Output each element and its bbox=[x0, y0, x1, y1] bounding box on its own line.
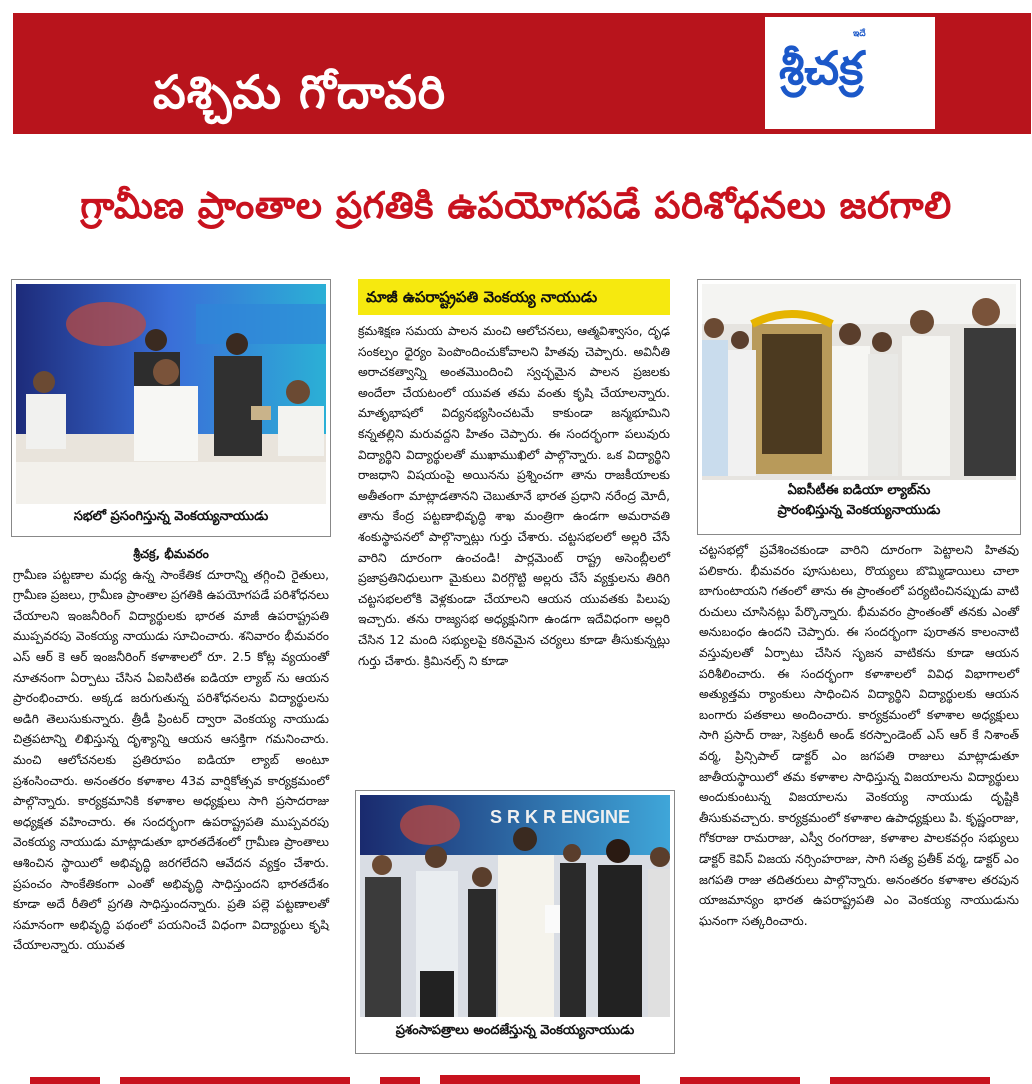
photo-speech-image bbox=[16, 284, 326, 504]
photo-certificates bbox=[355, 790, 675, 1054]
photo-idea-lab-image bbox=[702, 284, 1016, 480]
article-column-2 bbox=[358, 321, 670, 671]
photo-certificates-banner-text: S R K R ENGINE bbox=[490, 807, 631, 827]
article-column-2-text: క్రమశిక్షణ సమయ పాలన మంచి ఆలోచనలు, ఆత్మవిశ్వాసం, దృఢ సంకల్పం ధైర్యం పెంపొందించుకోవాలని హితవు చెప్పారు. అవినీతి అరాచకత్వాన్ని అంతమొందించి స్వచ్ఛమైన పాలన ప్రజలకు అందేలా చేయటంలో యువత తమ వంతు కృషి చేయాలన్నారు. మాతృభాషలో విద్యనభ్యసించటమే కాకుండా జన్మభూమిని కన్నతల్లిని మరువద్దని హితం చెప్పారు. ఈ సందర్భంగా పలువురు విద్యార్థిని విద్యార్థులతో ముఖాముఖిలో పాల్గొన్నారు. ఒక విద్యార్థిని రాజధాని విషయంపై అయినను ప్రశ్నించగా తాను రాజకీయాలకు అతీతంగా మాట్లాడతానని చెబుతూనే భారత ప్రధాని నరేంద్ర మోదీ, తాను కేంద్ర పట్టణాభివృద్ధి శాఖ మంత్రిగా ఉండగా అమరావతి శంకుస్థాపనలో పాల్గొన్నాట్లు గుర్తు చేశారు. చట్టసభలలో అల్లరి చేసే వారిని దూరంగా ఉంచండి! పార్లమెంట్ రాష్ట్ర అసెంబ్లీలలో ప్రజాప్రతినిధులుగా మైకులు విరగ్గొట్టి అల్లరు చేసే వ్యక్తులను తిరిగి చట్టసభలలోకి వెళ్లకుండా చేయాలని ఆయన యువతకు పిలుపు ఇచ్చారు. తను రాజ్యసభ అధ్యక్షునిగా ఉండగా ఇదేవిధంగా అల్లరి చేసిన 12 మంది సభ్యులపై కఠినమైన చర్యలు కూడా తీసుకున్నట్లు గుర్తు చేశారు. క్రిమినల్స్ ని కూడా bbox=[358, 324, 670, 668]
logo-tagline: ఇదే bbox=[853, 29, 866, 39]
article-subhead-text: మాజీ ఉపరాష్ట్రపతి వెంకయ్య నాయుడు bbox=[366, 288, 598, 306]
article-column-1-text: గ్రామీణ పట్టణాల మధ్య ఉన్న సాంకేతిక దూరాన్ని తగ్గించి రైతులు, గ్రామీణ ప్రజలు, గ్రామీణ ప్రాంతాల ప్రగతికి ఉపయోగపడే పరిశోధనలు చేయాలని ఇంజనీరింగ్ విద్యార్థులకు భారత మాజీ ఉపరాష్ట్రపతి ముప్పవరపు వెంకయ్య నాయుడు సూచించారు. శనివారం భీమవరం ఎస్ ఆర్ కె ఆర్ ఇంజనీరింగ్ కళాశాలలో రూ. 2.5 కోట్ల వ్యయంతో నూతనంగా ఏర్పాటు చేసిన ఏఐసిటిఈ ఐడియా ల్యాబ్ ను ఆయన ప్రారంభించారు. అక్కడ జరుగుతున్న పరిశోధనలను విద్యార్థులను అడిగి తెలుసుకున్నారు. త్రీడీ ప్రింటర్ ద్వారా వెంకయ్య నాయుడు చిత్రపటాన్ని లిఖిస్తున్న దృశ్యాన్ని ఆయన ఆసక్తిగా గమనించారు. మంచి ఆలోచనలకు ప్రతిరూపం ఐడియా ల్యాబ్ అంటూ ప్రశంసించారు. అనంతరం కళాశాల 43వ వార్షికోత్సవ కార్యక్రమంలో పాల్గొన్నారు. కార్యక్రమానికి కళాశాల అధ్యక్షులు సాగి ప్రసాదరాజు అధ్యక్షత వహించారు. ఈ సందర్భంగా ఉపరాష్ట్రపతి ముప్పవరపు వెంకయ్య నాయుడు మాట్లాడుతూ భారతదేశంలో గ్రామీణ ప్రాంతాలు ఆశించిన స్థాయిలో అభివృద్ధి జరగలేదని ఆవేదన వ్యక్తం చేశారు. ప్రపంచం సాంకేతికంగా ఎంతో అభివృద్ధి సాధిస్తుందని భారతదేశం కూడా అదే రీతిలో ప్రగతి సాధిస్తుందన్నారు. ప్రతి పల్లె పట్టణాలతో సమానంగా అభివృద్ధి పథంలో పయనించే విధంగా విద్యార్థులు కృషి చేయాలన్నారు. యువత bbox=[13, 567, 329, 953]
photo-idea-lab bbox=[697, 279, 1021, 535]
article-dateline: శ్రీచక్ర, భీమవరం bbox=[133, 547, 209, 561]
photo-speech bbox=[11, 279, 331, 537]
photo-certificates-image bbox=[360, 795, 670, 1017]
article-column-3 bbox=[699, 540, 1019, 931]
article-column-1 bbox=[13, 544, 329, 956]
article-headline: గ్రామీణ ప్రాంతాల ప్రగతికి ఉపయోగపడే పరిశోధనలు జరగాలి bbox=[80, 184, 952, 227]
logo-wordmark: శ్రీచక్ర bbox=[779, 41, 864, 95]
article-subhead bbox=[358, 279, 670, 315]
section-banner bbox=[13, 13, 1031, 134]
section-title: పశ్చిమ గోదావరి bbox=[153, 65, 447, 119]
next-article-headline-fragment bbox=[0, 1070, 1032, 1084]
photo-idea-lab-caption-line-1: ఏఐసీటీఈ ఐడియా ల్యాబ్‌ను bbox=[787, 483, 931, 498]
photo-certificates-caption: ప్రశంసాపత్రాలు అందజేస్తున్న వెంకయ్యనాయుడు bbox=[395, 1023, 635, 1038]
photo-idea-lab-caption-line-2: ప్రారంభిస్తున్న వెంకయ్యనాయుడు bbox=[777, 503, 941, 518]
article-column-3-text: చట్టసభల్లో ప్రవేశించకుండా వారిని దూరంగా పెట్టాలని హితవు పలికారు. భీమవరం పూసుటలు, రొయ్యలు బొమ్మిడాయిలు చాలా బాగుంటాయని గతంలో తాను ఈ ప్రాంతంలో పర్యటించినప్పుడు వాటి రుచులు చూసినట్లు పేర్కొన్నారు. భీమవరం ప్రాంతంతో తనకు ఎంతో అనుబంధం ఉందని చెప్పారు. ఈ సందర్భంగా పురాతన కాలంనాటి వస్తువులతో ఏర్పాటు చేసిన సృజన వాటికను కూడా ఆయన పరిశీలించారు. ఈ సందర్భంగా కళాశాలలో వివిధ విభాగాలలో అత్యుత్తమ ర్యాంకులు సాధించిన విద్యార్థిని విద్యార్థులకు ఆయన బంగారు పతకాలు అందించారు. కార్యక్రమంలో కళాశాల అధ్యక్షులు సాగి ప్రసాద్ రాజు, సెక్రటరీ అండ్ కరస్పాండెంట్ ఎస్ ఆర్ కే నిశాంత్ వర్మ, ప్రిన్సిపాల్ డాక్టర్ ఎం జగపతి రాజులు మాట్లాడుతూ జాతీయస్థాయిలో తమ కళాశాల సాధిస్తున్న విజయాలను విద్యార్థులు అందుకుంటున్న విజయాలను వెంకయ్య నాయుడు దృష్టికి తీసుకువచ్చారు. కార్యక్రమంలో కళాశాల ఉపాధ్యక్షులు పి. కృష్ణంరాజు, గోకరాజు రామరాజు, ఎస్వీ రంగరాజు, కళాశాల పాలకవర్గం సభ్యులు డాక్టర్ కెవిస్ విజయ నర్సింహరాజు, సాగి సత్య ప్రతీక్ వర్మ, డాక్టర్ ఎం జగపతి రాజు తదితరులు పాల్గొన్నారు. అనంతరం కళాశాల తరపున యాజమాన్యం భారత ఉపరాష్ట్రపతి ఎం వెంకయ్య నాయుడును ఘనంగా సత్కరించారు. bbox=[699, 543, 1019, 928]
newspaper-logo bbox=[765, 17, 935, 129]
photo-speech-caption: సభలో ప్రసంగిస్తున్న వెంకయ్యనాయుడు bbox=[73, 509, 269, 524]
